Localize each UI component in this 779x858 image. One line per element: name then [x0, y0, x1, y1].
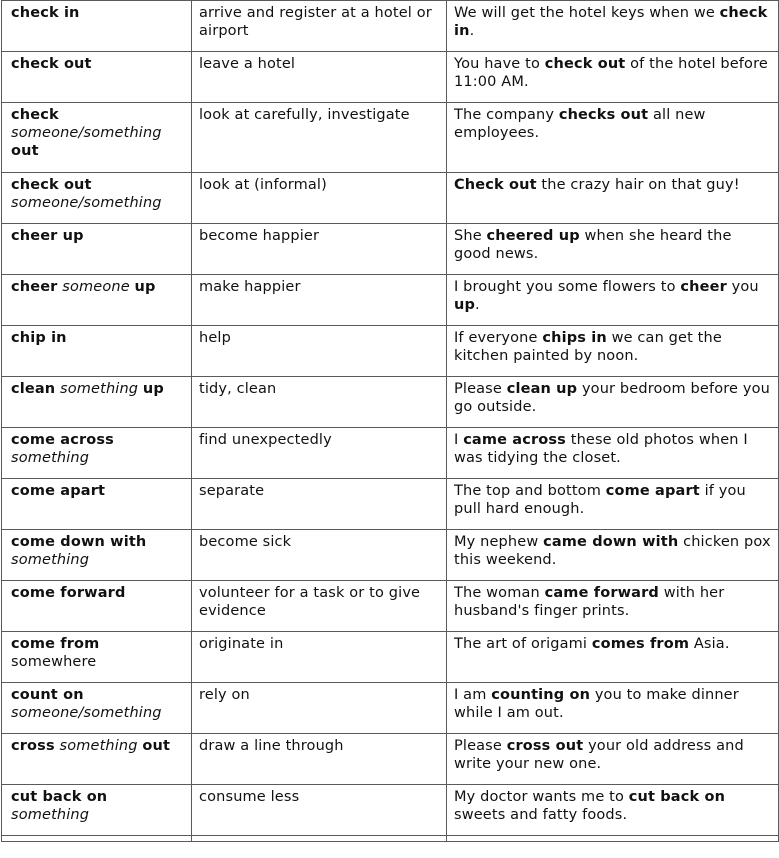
- definition-cell: find unexpectedly: [192, 428, 447, 479]
- table-row: [2, 632, 779, 683]
- definition-cell: make happier: [192, 275, 447, 326]
- definition-cell: look at (informal): [192, 173, 447, 224]
- empty-cell: [447, 836, 779, 842]
- phrasal-text-segment: come apart: [11, 483, 106, 499]
- example-text-segment: I: [454, 432, 464, 448]
- definition-cell: draw a line through: [192, 734, 447, 785]
- table-row: [2, 1, 779, 52]
- example-text-segment: the crazy hair on that guy!: [536, 177, 740, 193]
- example-text-segment: clean up: [506, 381, 578, 397]
- example-text-segment: with her husband's finger prints.: [454, 585, 725, 619]
- phrasal-text-segment: someone: [62, 279, 130, 295]
- example-text-segment: check out: [544, 56, 626, 72]
- phrasal-text-segment: cheer: [11, 279, 58, 295]
- example-text-segment: comes from: [591, 636, 690, 652]
- phrasal-text-segment: somewhere: [11, 654, 97, 670]
- table-row: [2, 326, 779, 377]
- phrasal-verb-cell: [2, 530, 192, 581]
- definition-cell: become happier: [192, 224, 447, 275]
- example-text-segment: chicken pox this weekend.: [454, 534, 771, 568]
- example-text-segment: .: [475, 297, 480, 313]
- phrasal-text-segment: come across: [11, 432, 114, 448]
- phrasal-text-segment: check: [11, 107, 59, 123]
- table-row: [2, 479, 779, 530]
- phrasal-verb-cell: [2, 326, 192, 377]
- phrasal-text-segment: come from: [11, 636, 100, 652]
- table-row: [2, 428, 779, 479]
- definition-cell: become sick: [192, 530, 447, 581]
- phrasal-text-segment: cut back on: [11, 789, 108, 805]
- definition-cell: rely on: [192, 683, 447, 734]
- table-row: [2, 103, 779, 173]
- example-text-segment: The woman: [454, 585, 545, 601]
- phrasal-text-segment: check out: [11, 177, 92, 193]
- phrasal-verb-cell: [2, 377, 192, 428]
- table-row: [2, 530, 779, 581]
- example-text-segment: your old address and write your new one.: [454, 738, 744, 772]
- phrasal-verb-cell: [2, 683, 192, 734]
- table-row: [2, 581, 779, 632]
- example-text-segment: come apart: [605, 483, 700, 499]
- example-text-segment: I brought you some flowers to: [454, 279, 681, 295]
- example-text-segment: cross out: [506, 738, 584, 754]
- definition-cell: originate in: [192, 632, 447, 683]
- phrasal-text-segment: cross: [11, 738, 55, 754]
- definition-cell: volunteer for a task or to give evidence: [192, 581, 447, 632]
- example-text-segment: came down with: [543, 534, 679, 550]
- example-text-segment: chips in: [542, 330, 607, 346]
- example-cell: [447, 632, 779, 683]
- example-cell: [447, 683, 779, 734]
- example-cell: [447, 275, 779, 326]
- table-row: [2, 275, 779, 326]
- table-row: [2, 52, 779, 103]
- example-cell: [447, 734, 779, 785]
- phrasal-text-segment: someone/something: [11, 125, 162, 141]
- example-cell: [447, 581, 779, 632]
- example-text-segment: up: [454, 297, 476, 313]
- phrasal-verb-cell: [2, 581, 192, 632]
- phrasal-verb-cell: [2, 479, 192, 530]
- phrasal-text-segment: someone/something: [11, 705, 162, 721]
- phrasal-verb-cell: [2, 173, 192, 224]
- example-text-segment: cheered up: [486, 228, 580, 244]
- example-text-segment: you: [726, 279, 759, 295]
- table-row: [2, 785, 779, 836]
- example-text-segment: If everyone: [454, 330, 543, 346]
- example-cell: [447, 326, 779, 377]
- table-body: [2, 1, 779, 842]
- definition-cell: consume less: [192, 785, 447, 836]
- phrasal-verb-cell: [2, 275, 192, 326]
- phrasal-text-segment: something: [11, 807, 90, 823]
- example-text-segment: The top and bottom: [454, 483, 606, 499]
- table-row: [2, 377, 779, 428]
- example-text-segment: .: [469, 23, 475, 39]
- phrasal-text-segment: up: [142, 381, 164, 397]
- table-row: [2, 173, 779, 224]
- phrasal-text-segment: check in: [11, 5, 80, 21]
- example-text-segment: check in: [454, 5, 768, 39]
- definition-cell: help: [192, 326, 447, 377]
- example-text-segment: we can get the kitchen painted by noon.: [454, 330, 722, 364]
- example-text-segment: your bedroom before you go outside.: [454, 381, 770, 415]
- example-text-segment: Check out: [454, 177, 537, 193]
- example-text-segment: My doctor wants me to: [454, 789, 629, 805]
- empty-cell: [192, 836, 447, 842]
- example-cell: [447, 479, 779, 530]
- phrasal-text-segment: count on: [11, 687, 84, 703]
- table-row: [2, 683, 779, 734]
- definition-cell: look at carefully, investigate: [192, 103, 447, 173]
- example-text-segment: Please: [454, 738, 507, 754]
- phrasal-verb-cell: [2, 428, 192, 479]
- example-text-segment: came across: [463, 432, 566, 448]
- example-text-segment: My nephew: [454, 534, 544, 550]
- table-row: [2, 734, 779, 785]
- example-text-segment: We will get the hotel keys when we: [454, 5, 720, 21]
- example-cell: [447, 377, 779, 428]
- phrasal-text-segment: check out: [11, 56, 92, 72]
- definition-cell: leave a hotel: [192, 52, 447, 103]
- example-cell: [447, 1, 779, 52]
- example-text-segment: counting on: [491, 687, 591, 703]
- example-text-segment: The company: [454, 107, 559, 123]
- phrasal-verb-cell: [2, 52, 192, 103]
- example-text-segment: checks out: [558, 107, 649, 123]
- phrasal-verb-cell: [2, 224, 192, 275]
- definition-cell: separate: [192, 479, 447, 530]
- example-text-segment: Please: [454, 381, 507, 397]
- empty-cell: [2, 836, 192, 842]
- definition-cell: arrive and register at a hotel or airport: [192, 1, 447, 52]
- example-text-segment: She: [454, 228, 487, 244]
- phrasal-verb-cell: [2, 785, 192, 836]
- phrasal-text-segment: cheer up: [11, 228, 84, 244]
- example-text-segment: The art of origami: [454, 636, 592, 652]
- phrasal-text-segment: out: [142, 738, 171, 754]
- example-text-segment: when she heard the good news.: [454, 228, 732, 262]
- example-text-segment: Asia.: [689, 636, 730, 652]
- example-cell: [447, 173, 779, 224]
- example-text-segment: came forward: [544, 585, 659, 601]
- example-text-segment: if you pull hard enough.: [454, 483, 746, 517]
- phrasal-text-segment: up: [134, 279, 156, 295]
- example-text-segment: I am: [454, 687, 492, 703]
- phrasal-text-segment: something: [60, 381, 139, 397]
- phrasal-verbs-table: [1, 0, 779, 842]
- example-text-segment: cut back on: [628, 789, 726, 805]
- example-text-segment: You have to: [454, 56, 545, 72]
- example-cell: [447, 428, 779, 479]
- example-cell: [447, 530, 779, 581]
- phrasal-text-segment: clean: [11, 381, 56, 397]
- phrasal-text-segment: chip in: [11, 330, 67, 346]
- phrasal-verb-cell: [2, 632, 192, 683]
- phrasal-text-segment: something: [11, 450, 90, 466]
- example-text-segment: these old photos when I was tidying the closet.: [454, 432, 748, 466]
- example-cell: [447, 785, 779, 836]
- example-text-segment: sweets and fatty foods.: [454, 807, 628, 823]
- phrasal-text-segment: come down with: [11, 534, 147, 550]
- phrasal-text-segment: out: [11, 143, 39, 159]
- example-cell: [447, 103, 779, 173]
- example-text-segment: of the hotel before 11:00 AM.: [454, 56, 768, 90]
- phrasal-text-segment: someone/something: [11, 195, 162, 211]
- example-cell: [447, 52, 779, 103]
- example-text-segment: all new employees.: [454, 107, 706, 141]
- example-text-segment: you to make dinner while I am out.: [454, 687, 739, 721]
- definition-cell: tidy, clean: [192, 377, 447, 428]
- example-text-segment: cheer: [680, 279, 727, 295]
- phrasal-verb-cell: [2, 103, 192, 173]
- phrasal-text-segment: come forward: [11, 585, 126, 601]
- phrasal-text-segment: something: [59, 738, 138, 754]
- table-row-partial: [2, 836, 779, 842]
- table-row: [2, 224, 779, 275]
- phrasal-verb-cell: [2, 734, 192, 785]
- phrasal-text-segment: something: [11, 552, 90, 568]
- example-cell: [447, 224, 779, 275]
- phrasal-verb-cell: [2, 1, 192, 52]
